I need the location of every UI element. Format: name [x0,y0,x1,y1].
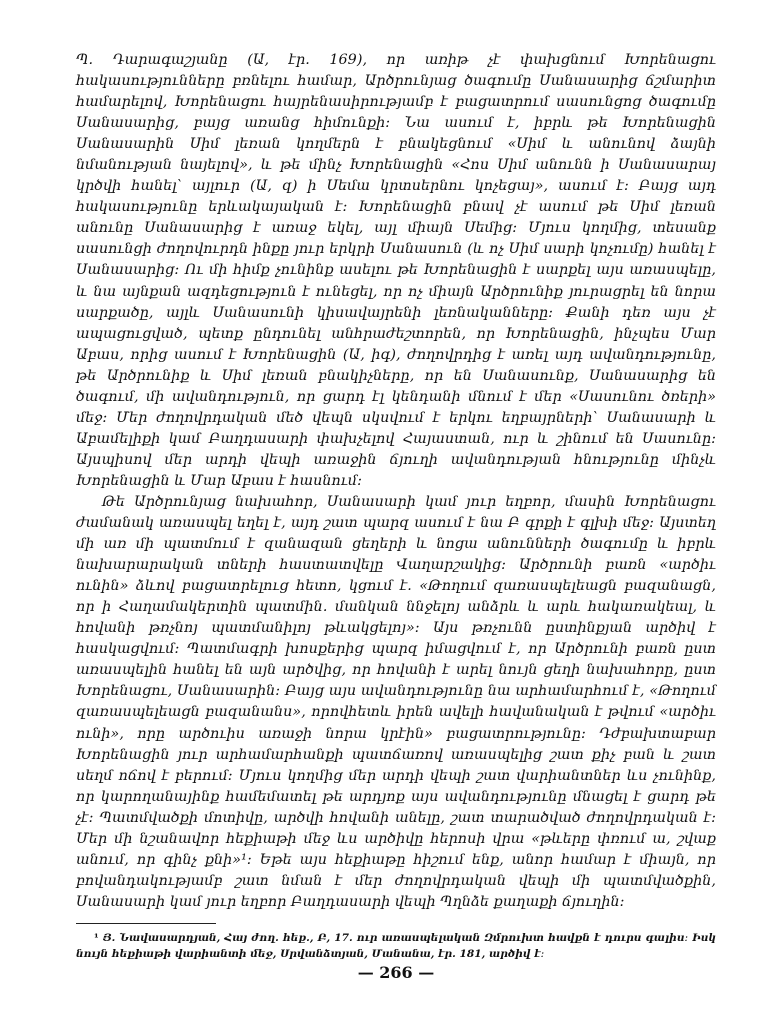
footnote-mark: ¹ [94,931,99,944]
body-paragraph-2: Թե Արծրունյաց նախահոր, Սանասարի կամ յուր եղբոր, մասին Խորենացու ժամանակ առասպել եղել է, այդ շատ պարզ ասում է նա Բ գրքի է գլխի մեջ։ Այստեղ մի առ մի պատմում է զանազան ցեղերի և նոցա անունների ծագումը և իբրև նախարարական տների հաստատվելը Վաղարշակից։ Արծրունի բառն «արծիւ ունին» ձևով բացատրելուց հետո, կցում է. «Թողում զառասպելեացն բազանացն, որ ի Հաղամակերտին պատմին. մանկան ննջելոյ անձրև և արև հակառակեալ, և հովանի թռչնոյ պատմանիլոյ թևակցելոյ»։ Այս թռչունն ըստինքյան արծիվ է հասկացվում։ Պատմագրի խոսքերից պարզ իմացվում է, որ Արծրունի բառն ըստ առասպելին հանել են այն արծվից, որ հովանի է արել նույն ցեղի նախահորը, ըստ Խորենացու, Սանասարին։ Բայց այս ավանդությունը նա արհամարհում է, «Թողում զառասպելեացն բազանանս», որովհետև իրեն ավելի հավանական է թվում «արծիւ ունի», որը արծուիս առաջի նորա կրէին» բացատրությունը։ Դժբախտաբար Խորենացին յուր արհամարհանքի պատճառով առասպելից շատ քիչ բան և շատ սեղմ ոճով է բերում։ Մյուս կողմից մեր արդի վեպի շատ վարիանտներ ևս չունինք, որ կարողանայինք համեմատել թե արդյոք այս ավանդությունը մնացել է ցարդ թե չէ։ Պատմվածքի մոտիվը, արծվի հովանի անելը, շատ տարածված ժողովրդական է։ Մեր մի նշանավոր հեքիաթի մեջ ևս արծիվը հերոսի վրա «թևերը փռում ա, շվաք անում, որ գինչ քնի»¹։ Եթե այս հեքիաթը հիշում ենք, անոր համար է միայն, որ բովանդակությամբ շատ նման է մեր ժողովրդական վեպի մի պատմվածքին, Սանասարի կամ յուր եղբոր Բաղդասարի վեպի Պղնձե քաղաքի ճյուղին։ [76,493,716,910]
document-page [76,50,716,982]
page-number: — 266 — [357,962,435,982]
footnote-divider [76,923,216,924]
footnote-text: Յ. Նավասարդյան, Հայ ժող. հեք., Բ, 17. ուր առասպելական Զմրուխտ հավքն է դուրս գալիս։ Իսկ նույն հեքիաթի վարիանտի մեջ, Սրվանձտյան, Մանանա, էր. 181, արծիվ է։ [76,931,716,960]
body-paragraph-1: Պ. Դարագաշյանը (Ա, էր. 169), որ առիթ չէ փախցնում Խորենացու հակասությունները բռնելու համար, Արծրունյաց ծագումը Սանասարից ճշմարիտ համարելով, Խորենացու հայրենասիրությամբ է բացատրում սասունցոց ծագումը Սանասարից, բայց առանց հիմունքի։ Նա ասում է, իբրև թե Խորենացին Սանասարին Սիմ լեռան կողմերն է բնակեցնում «Սիմ և անունով ձայնի նմանության նայելով», և թե մինչ Խորենացին «Հոս Սիմ անունն ի Սանասարայ կրծվի հանել՝ այլուր (Ա, զ) ի Սեմա կրտսերնու կոչեցայ», ասում է։ Բայց այդ հակասությունը երևակայական է։ Խորենացին բնավ չէ ասում թե Սիմ լեռան անունը Սանասարից է առաջ եկել, այլ միայն Սեմից։ Մյուս կողմից, տեսանք սասունցի ժողովուրդն ինքը յուր երկրի Սանասուն (և ոչ Սիմ սարի կոչումը) հանել է Սանասարից։ Ու մի հիմք չունինք ասելու թե Խորենացին է սարքել այս առասպելը, և նա այնքան ազդեցություն է ունեցել, որ ոչ միայն Արծրունիք յուրացրել են նորա սարքածը, այլև Սանասունի կիսավայրենի լեռնականները։ Քանի դեռ այս չէ ապացուցված, պետք ընդունել անհրաժեշտորեն, որ Խորենացին, ինչպես Մար Աբաս, որից ասում է Խորենացին (Ա, իգ), ժողովրդից է առել այդ ավանդությունը, թե Արծրունիք և Սիմ լեռան բնակիչները, որ են Սանասունք, Սանասարից են ծագում, մի ավանդություն, որ ցարդ էլ կենդանի մնում է մեր «Սասունու ծռերի» մեջ։ Մեր ժողովրդական մեծ վեպն սկսվում է երկու եղբայրների՝ Սանասարի և Աբամելիքի կամ Բաղդասարի փախչելով Հայաստան, ուր և շինում են Սասունը։ Այսպիսով մեր արդի վեպի առաջին ճյուղի ավանդության հնությունը մինչև Խորենացին և Մար Աբաս է հասնում։ [76,52,716,489]
footnote [76,930,716,962]
